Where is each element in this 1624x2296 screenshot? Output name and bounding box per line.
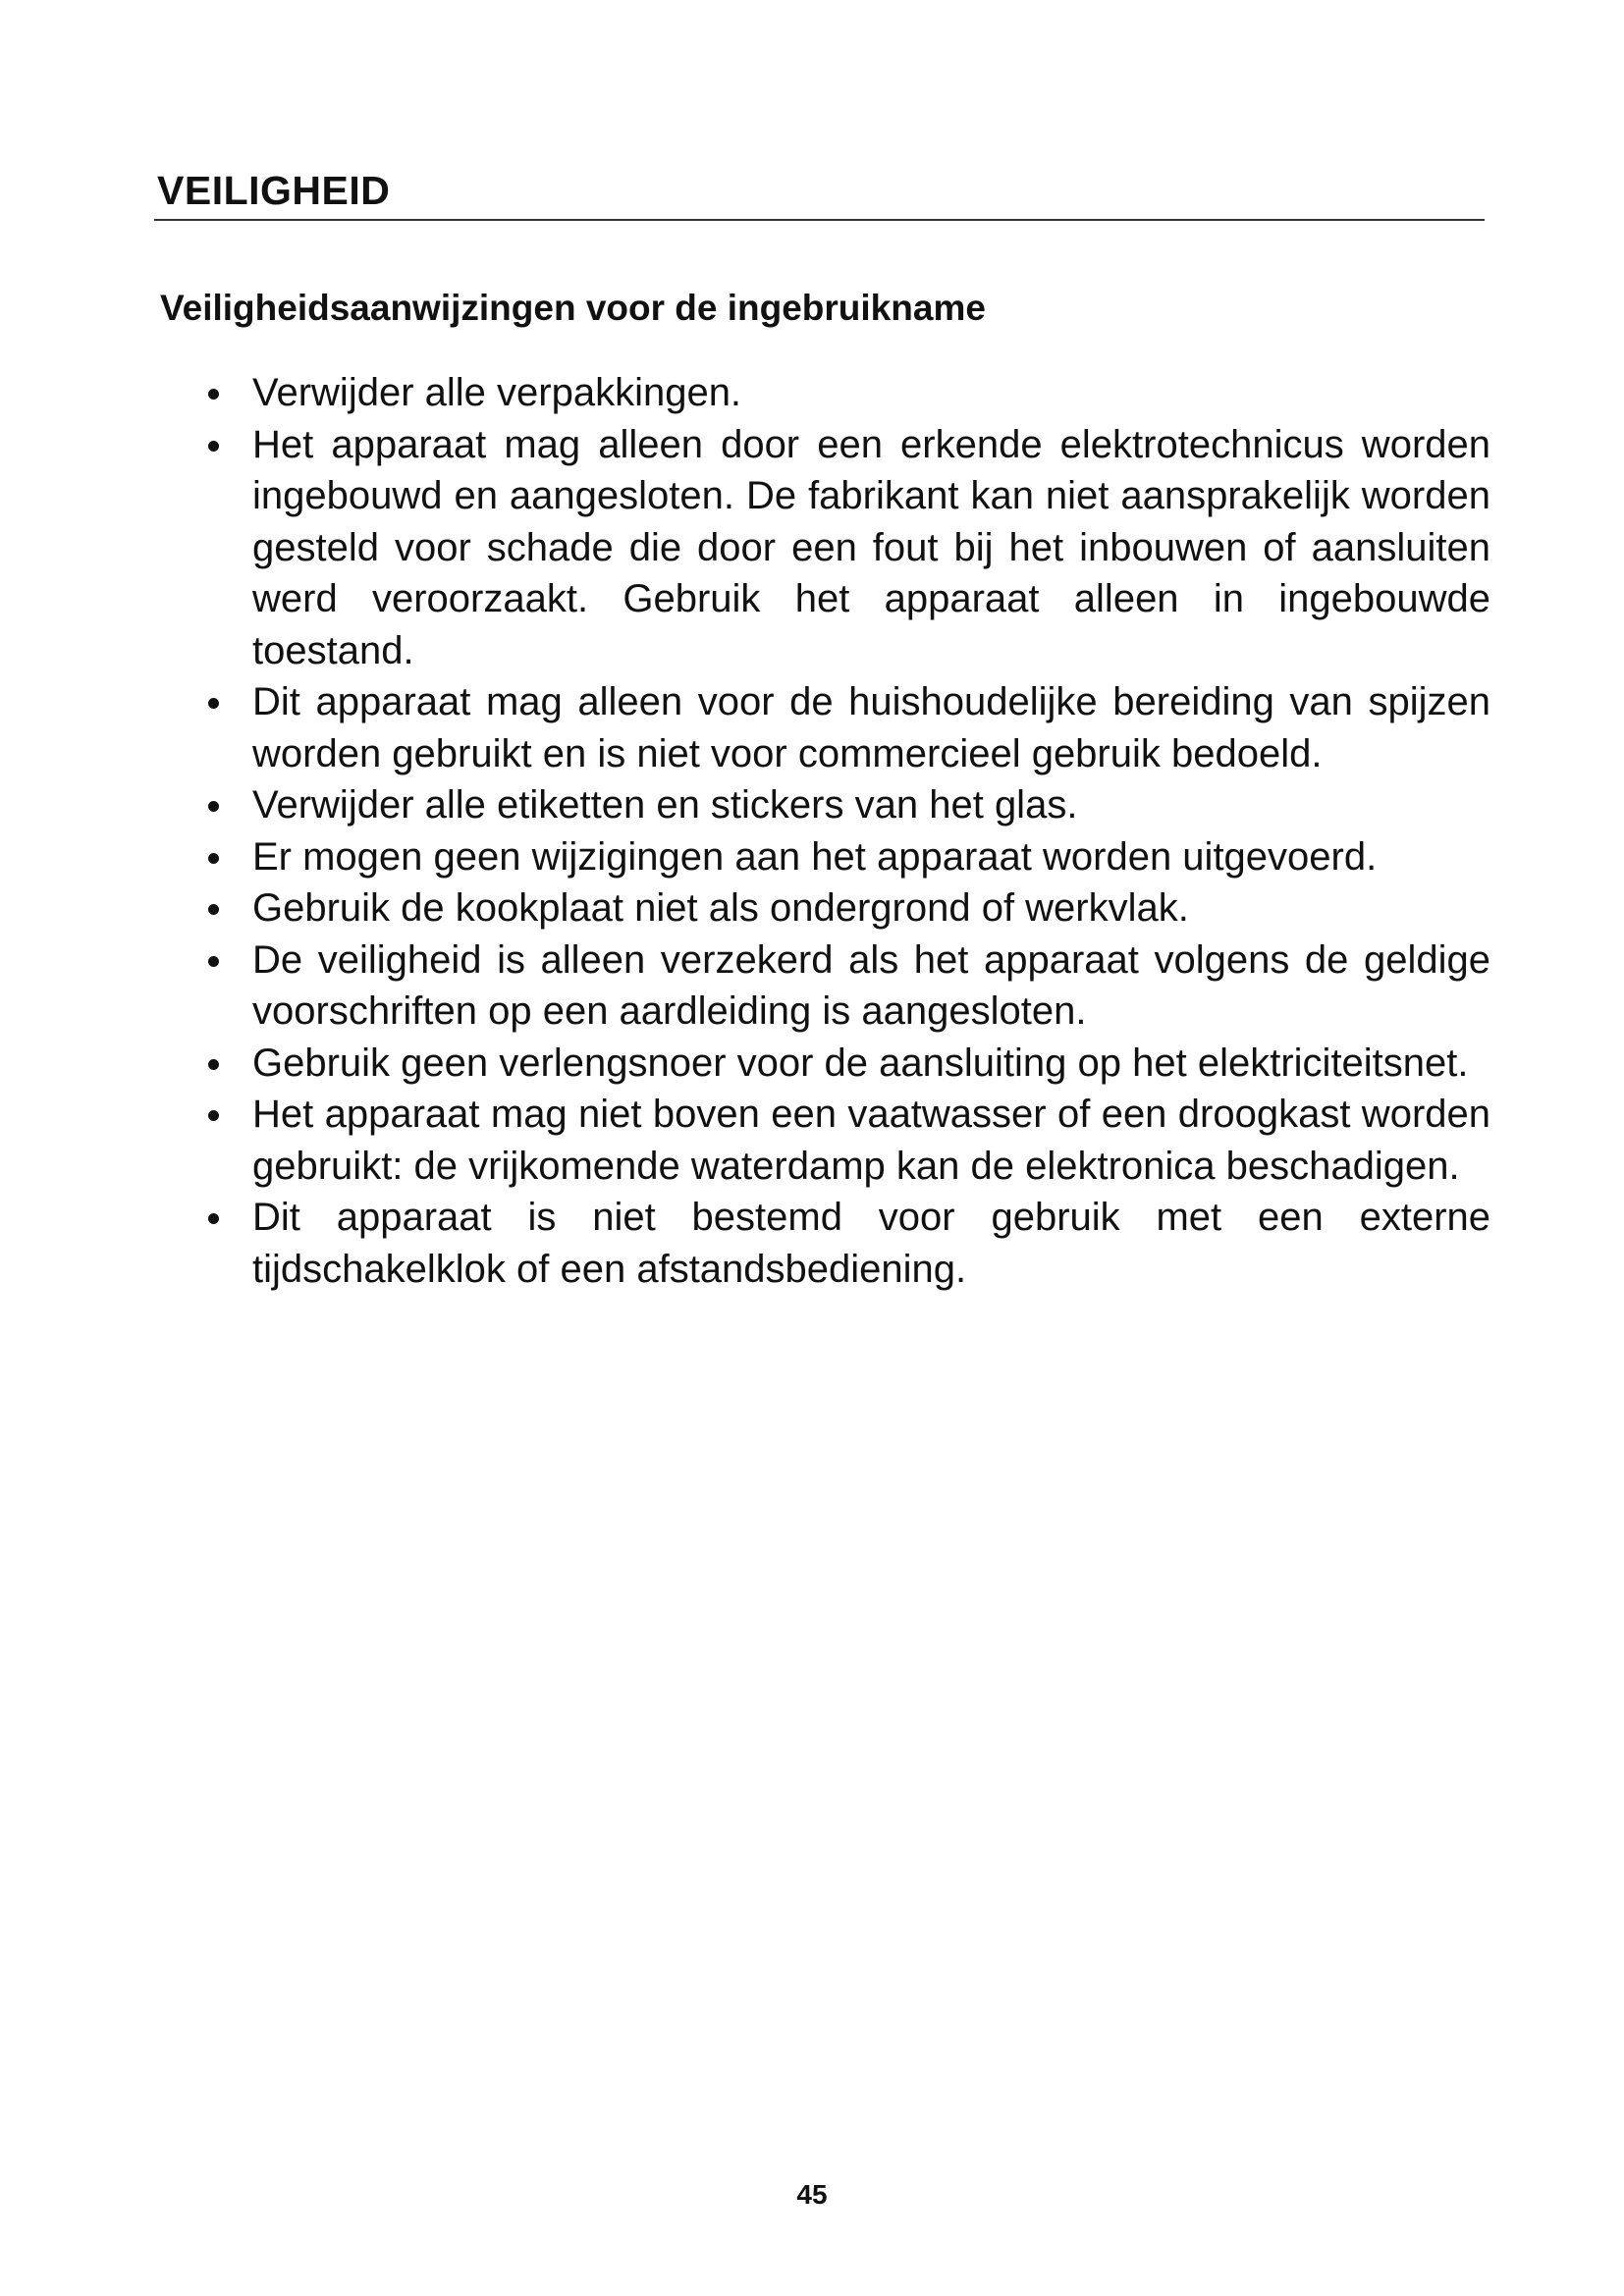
list-item-text: Er mogen geen wijzigingen aan het apparaat worden uitgevoerd. [252,834,1378,879]
bullet-icon [208,853,219,864]
list-item [200,1038,1490,1090]
bullet-icon [208,801,219,812]
bullet-icon [208,389,219,400]
list-item-text: Gebruik geen verlengsnoer voor de aansluiting op het elektriciteitsnet. [252,1041,1469,1085]
bullet-icon [208,441,219,452]
list-item-text: Dit apparaat is niet bestemd voor gebruik met een externe tijdschakelklok of een afstandsbediening. [252,1196,1490,1291]
bullet-icon [208,1213,219,1224]
list-item [200,779,1490,831]
list-item [200,831,1490,883]
list-item [200,882,1490,934]
page-number: 45 [796,2179,828,2210]
list-item-text: Het apparaat mag alleen door een erkende elektrotechnicus worden ingebouwd en aangesloten. De fabrikant kan niet aansprakelijk worden gesteld voor schade die door een fout bij het inbouwen of aansluiten werd veroorzaakt. Gebruik het apparaat alleen in ingebouwde toestand. [252,422,1490,672]
list-item [200,419,1490,677]
page-heading: VEILIGHEID [157,168,391,213]
bullet-icon [208,1110,219,1121]
list-item [200,934,1490,1038]
list-item [200,676,1490,779]
list-item [200,367,1490,419]
list-item-text: Dit apparaat mag alleen voor de huishoudelijke bereiding van spijzen worden gebruikt en is niet voor commercieel gebruik bedoeld. [252,680,1490,775]
list-item-text: De veiligheid is alleen verzekerd als het apparaat volgens de geldige voorschriften op een aardleiding is aangesloten. [252,937,1490,1033]
bullet-icon [208,698,219,709]
list-item-text: Gebruik de kookplaat niet als ondergrond of werkvlak. [252,886,1189,930]
section-title: Veiligheidsaanwijzingen voor de ingebruikname [160,288,986,328]
bullet-icon [208,1059,219,1070]
list-item [200,1089,1490,1192]
list-item-text: Verwijder alle etiketten en stickers van het glas. [252,783,1078,827]
bullet-icon [208,956,219,967]
list-item [200,1192,1490,1295]
list-item-text: Verwijder alle verpakkingen. [252,371,742,414]
bullet-icon [208,904,219,915]
heading-divider [154,219,1485,221]
safety-instructions-list [200,367,1490,1295]
list-item-text: Het apparaat mag niet boven een vaatwasser of een droogkast worden gebruikt: de vrijkomende waterdamp kan de elektronica beschadigen. [252,1093,1490,1188]
